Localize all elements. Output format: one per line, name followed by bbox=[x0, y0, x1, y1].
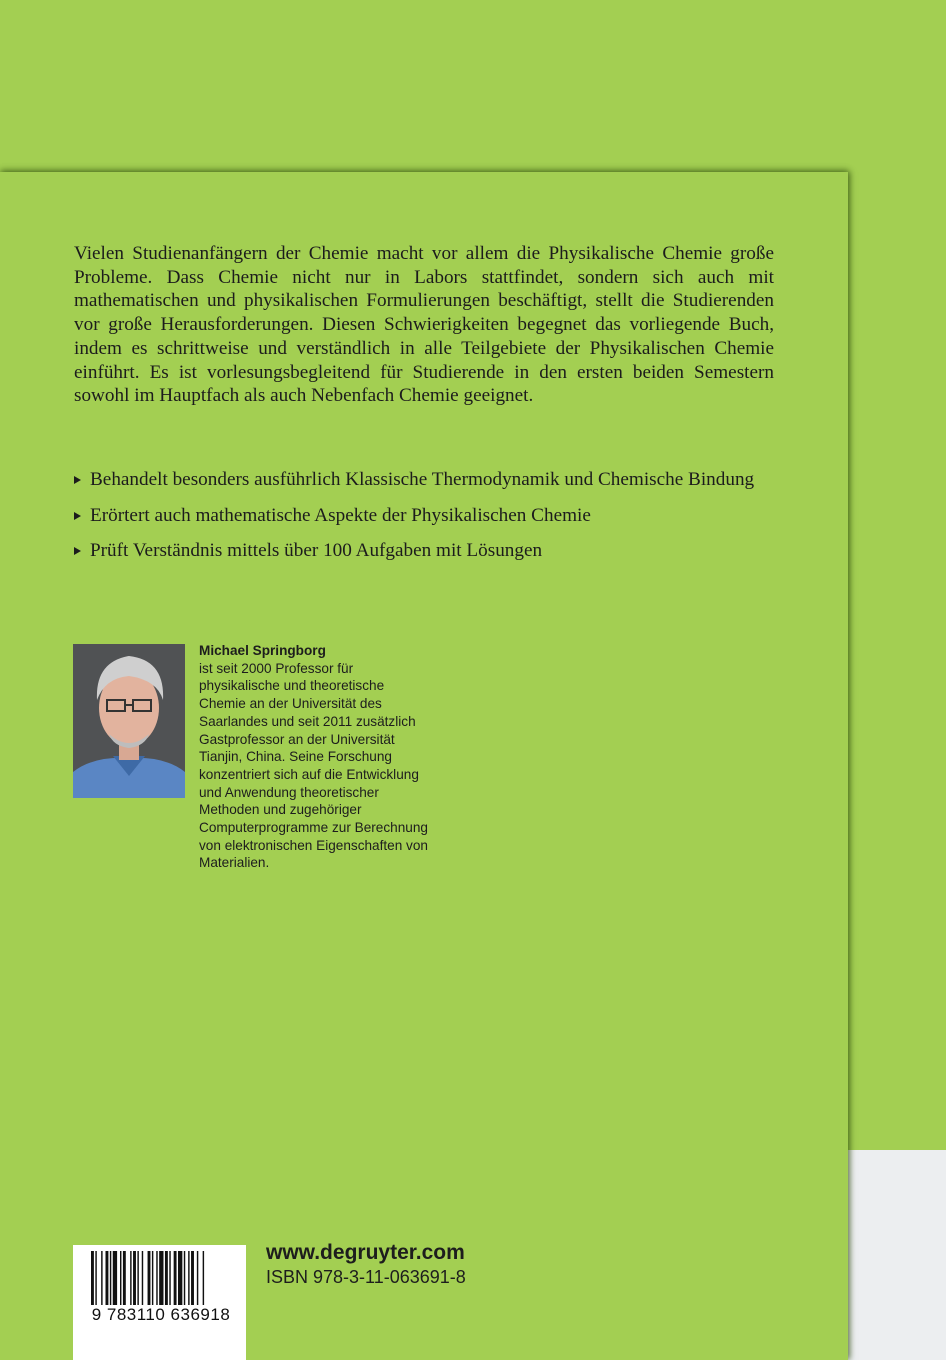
isbn-number: ISBN 978-3-11-063691-8 bbox=[266, 1267, 466, 1287]
barcode-bars bbox=[73, 1245, 246, 1307]
author-name: Michael Springborg bbox=[199, 643, 326, 658]
author-photo bbox=[73, 644, 185, 798]
author-bio bbox=[199, 642, 429, 872]
feature-list bbox=[74, 468, 774, 575]
publisher-website[interactable]: www.degruyter.com bbox=[266, 1241, 465, 1264]
feature-text: Erörtert auch mathematische Aspekte der Physikalischen Chemie bbox=[90, 504, 591, 526]
barcode bbox=[73, 1245, 246, 1360]
triangle-bullet-icon bbox=[74, 547, 81, 555]
feature-item bbox=[74, 468, 774, 492]
background-gray-area bbox=[848, 1150, 946, 1360]
feature-item bbox=[74, 504, 774, 528]
back-cover bbox=[0, 172, 848, 1360]
triangle-bullet-icon bbox=[74, 512, 81, 520]
blurb-text: Vielen Studienanfängern der Chemie macht vor allem die Physikalische Chemie große Probleme. Dass Chemie nicht nur in Labors stattfindet, sondern sich auch mit mathematischen und physikalischen Formulierungen beschäftigt, stellt die Studierenden vor große Herausforderungen. Diesen Schwierigkeiten begegnet das vorliegende Buch, indem es schrittweise und verständlich in alle Teilgebiete der Physikalischen Chemie einführt. Es ist vorlesungsbegleitend für Studierende in den ersten beiden Semestern sowohl im Hauptfach als auch Nebenfach Chemie geeignet. bbox=[74, 243, 774, 407]
triangle-bullet-icon bbox=[74, 476, 81, 484]
barcode-digits: 9 783110 636918 bbox=[91, 1305, 231, 1324]
feature-text: Behandelt besonders ausführlich Klassische Thermodynamik und Chemische Bindung bbox=[90, 469, 755, 490]
feature-text: Prüft Verständnis mittels über 100 Aufgaben mit Lösungen bbox=[90, 540, 543, 562]
author-bio-text: ist seit 2000 Professor für physikalische und theoretische Chemie an der Universität des Saarlandes und seit 2011 zusätzlich Gastprofessor an der Universität Tianjin, China. Seine Forschung konzentriert sich auf die Entwicklung und Anwendung theoretischer Methoden und zugehöriger Computerprogramme zur Berechnung von elektronischen Eigenschaften von Materialien. bbox=[199, 660, 428, 871]
feature-item bbox=[74, 539, 774, 563]
